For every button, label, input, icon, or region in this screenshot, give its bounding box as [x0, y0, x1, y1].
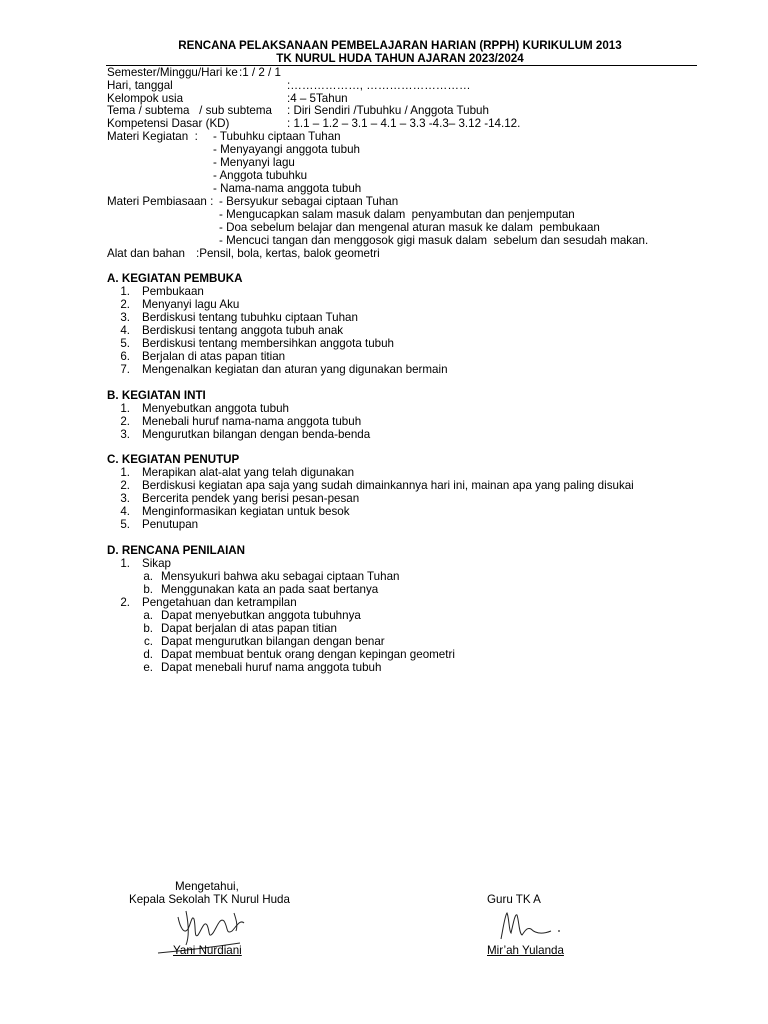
date-value: :………………, ………………………: [287, 79, 471, 92]
document-title: RENCANA PELAKSANAAN PEMBELAJARAN HARIAN (RPPH) KURIKULUM 2013: [178, 39, 622, 52]
materi-item: - Anggota tubuhku: [213, 169, 308, 182]
list-number: 3.: [120, 311, 130, 324]
alat-label: Alat dan bahan: [107, 247, 186, 260]
list-item: Mengenalkan kegiatan dan aturan yang digunakan bermain: [142, 363, 448, 376]
list-item: Pengetahuan dan ketrampilan: [142, 596, 297, 609]
sublist-item: Dapat menebali huruf nama anggota tubuh: [161, 661, 382, 674]
document-subtitle: TK NURUL HUDA TAHUN AJARAN 2023/2024: [276, 52, 524, 65]
age-label: Kelompok usia: [107, 92, 184, 105]
age-value: :4 – 5Tahun: [287, 92, 348, 105]
list-number: 2.: [120, 596, 130, 609]
list-item: Menebali huruf nama-nama anggota tubuh: [142, 415, 362, 428]
sublist-item: Mensyukuri bahwa aku sebagai ciptaan Tuhan: [161, 570, 400, 583]
list-number: 4.: [120, 324, 130, 337]
list-number: 1.: [120, 285, 130, 298]
signature-left-heading: Mengetahui,: [175, 880, 239, 893]
list-number: 3.: [120, 492, 130, 505]
materi-item: - Nama-nama anggota tubuh: [213, 182, 362, 195]
list-item: Pembukaan: [142, 285, 204, 298]
signature-right-name: Mir’ah Yulanda: [487, 944, 564, 957]
sublist-item: Menggunakan kata an pada saat bertanya: [161, 583, 379, 596]
section-heading-inti: B. KEGIATAN INTI: [107, 389, 206, 402]
semester-label: Semester/Minggu/Hari ke: [107, 66, 238, 79]
pembiasaan-item: - Doa sebelum belajar dan mengenal aturan masuk ke dalam pembukaan: [219, 221, 600, 234]
list-number: 4.: [120, 505, 130, 518]
list-item: Menyanyi lagu Aku: [142, 298, 240, 311]
list-number: 7.: [120, 363, 130, 376]
date-label: Hari, tanggal: [107, 79, 173, 92]
list-item: Berjalan di atas papan titian: [142, 350, 286, 363]
list-item: Berdiskusi kegiatan apa saja yang sudah dimainkannya hari ini, mainan apa yang paling disukai: [142, 479, 634, 492]
sublist-letter: a.: [143, 609, 153, 622]
materi-item: - Menyayangi anggota tubuh: [213, 143, 360, 156]
list-item: Bercerita pendek yang berisi pesan-pesan: [142, 492, 360, 505]
list-number: 1.: [120, 557, 130, 570]
alat-value: :Pensil, bola, kertas, balok geometri: [196, 247, 380, 260]
list-item: Berdiskusi tentang anggota tubuh anak: [142, 324, 344, 337]
sublist-letter: a.: [143, 570, 153, 583]
list-number: 5.: [120, 337, 130, 350]
signature-left-name: Yani Nurdiani: [173, 944, 242, 957]
sublist-letter: e.: [143, 661, 153, 674]
section-heading-penilaian: D. RENCANA PENILAIAN: [107, 544, 246, 557]
list-item: Sikap: [142, 557, 172, 570]
list-item: Merapikan alat-alat yang telah digunakan: [142, 466, 355, 479]
sublist-item: Dapat menyebutkan anggota tubuhnya: [161, 609, 361, 622]
list-number: 3.: [120, 428, 130, 441]
sublist-letter: d.: [143, 648, 153, 661]
kd-value: : 1.1 – 1.2 – 3.1 – 4.1 – 3.3 -4.3– 3.12 -14.12.: [287, 117, 521, 130]
list-item: Penutupan: [142, 518, 199, 531]
sublist-item: Dapat berjalan di atas papan titian: [161, 622, 337, 635]
sublist-letter: c.: [143, 635, 153, 648]
signature-right-image: [495, 907, 575, 947]
pembiasaan-item: - Mengucapkan salam masuk dalam penyambutan dan penjemputan: [219, 208, 575, 221]
list-item: Berdiskusi tentang tubuhku ciptaan Tuhan: [142, 311, 358, 324]
list-number: 1.: [120, 402, 130, 415]
list-number: 2.: [120, 415, 130, 428]
list-item: Mengurutkan bilangan dengan benda-benda: [142, 428, 371, 441]
materi-item: - Menyanyi lagu: [213, 156, 295, 169]
materi-label: Materi Kegiatan :: [107, 130, 198, 143]
pembiasaan-label: Materi Pembiasaan :: [107, 195, 214, 208]
section-heading-penutup: C. KEGIATAN PENUTUP: [107, 453, 240, 466]
semester-value: :1 / 2 / 1: [239, 66, 281, 79]
list-number: 5.: [120, 518, 130, 531]
pembiasaan-item: - Bersyukur sebagai ciptaan Tuhan: [219, 195, 399, 208]
sublist-letter: b.: [143, 622, 153, 635]
sublist-letter: b.: [143, 583, 153, 596]
list-number: 1.: [120, 466, 130, 479]
section-heading-pembuka: A. KEGIATAN PEMBUKA: [107, 272, 243, 285]
signature-left-role: Kepala Sekolah TK Nurul Huda: [129, 893, 290, 906]
theme-value: : Diri Sendiri /Tubuhku / Anggota Tubuh: [287, 104, 489, 117]
list-item: Berdiskusi tentang membersihkan anggota tubuh: [142, 337, 394, 350]
list-number: 6.: [120, 350, 130, 363]
kd-label: Kompetensi Dasar (KD): [107, 117, 230, 130]
theme-label: Tema / subtema / sub subtema: [107, 104, 272, 117]
materi-item: - Tubuhku ciptaan Tuhan: [213, 130, 341, 143]
list-item: Menyebutkan anggota tubuh: [142, 402, 289, 415]
list-number: 2.: [120, 479, 130, 492]
sublist-item: Dapat membuat bentuk orang dengan kepingan geometri: [161, 648, 455, 661]
sublist-item: Dapat mengurutkan bilangan dengan benar: [161, 635, 385, 648]
list-item: Menginformasikan kegiatan untuk besok: [142, 505, 350, 518]
list-number: 2.: [120, 298, 130, 311]
pembiasaan-item: - Mencuci tangan dan menggosok gigi masuk dalam sebelum dan sesudah makan.: [219, 234, 649, 247]
signature-right-role: Guru TK A: [487, 893, 541, 906]
